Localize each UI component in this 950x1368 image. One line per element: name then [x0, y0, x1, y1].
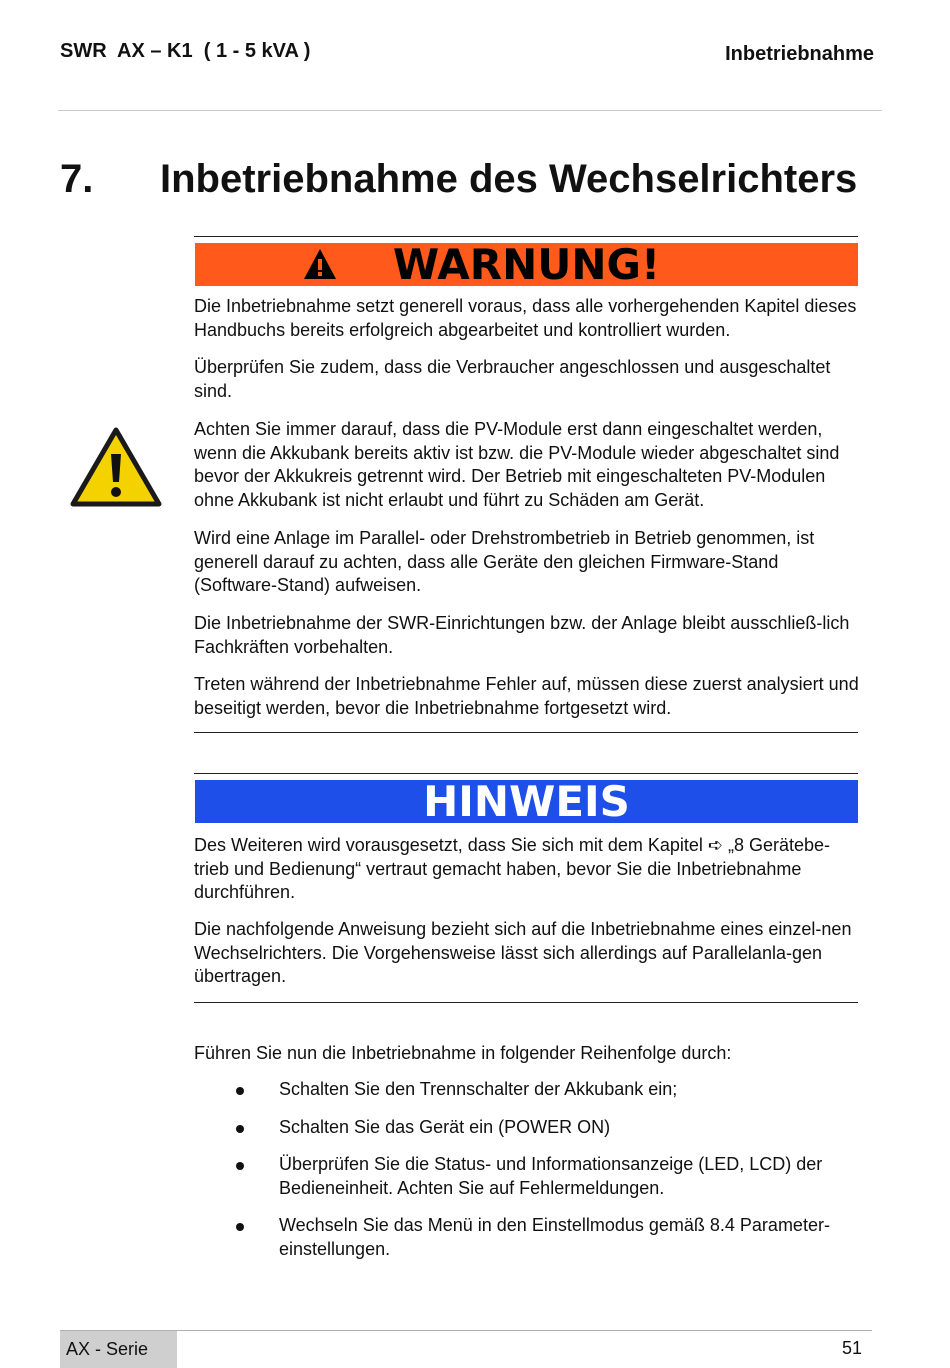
bullet-icon [236, 1125, 244, 1133]
warning-label: WARNUNG! [392, 240, 661, 289]
chapter-heading [60, 155, 857, 203]
list-item [194, 1078, 862, 1102]
bullet-icon [236, 1162, 244, 1170]
list-item [194, 1116, 862, 1140]
warning-banner [195, 240, 858, 289]
warning-paragraph: Achten Sie immer darauf, dass die PV-Module erst dann eingeschaltet werden, wenn die Akkubank bereits aktiv ist bzw. die PV-Module wieder abgeschaltet sind bevor der Akkukreis getrennt wird. Der Betrieb mit eingeschalteten PV-Modulen ohne Akkubank ist nicht erlaubt und führt zu Schäden am Gerät. [194, 419, 840, 510]
warning-paragraph: Überprüfen Sie zudem, dass die Verbraucher angeschlossen und ausgeschaltet sind. [194, 357, 831, 401]
list-item [194, 1214, 862, 1261]
chapter-number: 7. [60, 157, 94, 201]
page-number: 51 [841, 1338, 862, 1358]
procedure-steps [194, 1078, 862, 1275]
bullet-icon [236, 1223, 244, 1231]
warning-top-rule [194, 236, 858, 237]
caution-sign-icon [70, 426, 162, 508]
footer-series: AX - Serie [60, 1331, 177, 1368]
warning-paragraph: Die Inbetriebnahme setzt generell voraus, dass alle vorhergehenden Kapitel dieses Handbuchs bereits erfolgreich abgearbeitet und kontrolliert wurden. [194, 296, 857, 340]
header-title: SWR AX – K1 ( 1 - 5 kVA ) [60, 40, 311, 62]
warning-paragraph: Die Inbetriebnahme der SWR-Einrichtungen bzw. der Anlage bleibt ausschließ-lich Fachkräften vorbehalten. [194, 613, 850, 657]
step-text: Überprüfen Sie die Status- und Informationsanzeige (LED, LCD) der Bedieneinheit. Achten Sie auf Fehlermeldungen. [279, 1154, 823, 1198]
warning-paragraph: Wird eine Anlage im Parallel- oder Drehstrombetrieb in Betrieb genommen, ist generell darauf zu achten, dass alle Geräte den gleichen Firmware-Stand (Software-Stand) aufweisen. [194, 528, 815, 595]
chapter-title: Inbetriebnahme des Wechselrichters [160, 157, 858, 201]
header-section: Inbetriebnahme [725, 43, 874, 65]
warning-triangle-icon [303, 248, 337, 280]
header-divider [58, 110, 882, 111]
notice-paragraph: Die nachfolgende Anweisung bezieht sich auf die Inbetriebnahme eines einzel-nen Wechselrichters. Die Vorgehensweise lässt sich allerdings auf Parallelanla-gen übertragen. [194, 919, 852, 986]
footer-divider [60, 1330, 872, 1331]
bullet-icon [236, 1087, 244, 1095]
list-item [194, 1153, 862, 1200]
notice-label: HINWEIS [423, 777, 630, 826]
step-text: Wechseln Sie das Menü in den Einstellmodus gemäß 8.4 Parameter-einstellungen. [279, 1215, 830, 1259]
step-text: Schalten Sie den Trennschalter der Akkubank ein; [279, 1079, 678, 1099]
notice-paragraph: Des Weiteren wird vorausgesetzt, dass Sie sich mit dem Kapitel ➪ „8 Gerätebe-trieb und Bedienung“ vertraut gemacht haben, bevor Sie die Inbetriebnahme durchführen. [194, 835, 831, 902]
warning-bottom-rule [194, 732, 858, 733]
notice-top-rule [194, 773, 858, 774]
warning-paragraph: Treten während der Inbetriebnahme Fehler auf, müssen diese zuerst analysiert und beseitigt werden, bevor die Inbetriebnahme fortgesetzt wird. [194, 674, 859, 718]
step-text: Schalten Sie das Gerät ein (POWER ON) [279, 1116, 611, 1137]
procedure-intro: Führen Sie nun die Inbetriebnahme in folgender Reihenfolge durch: [194, 1043, 732, 1063]
notice-banner [195, 777, 858, 826]
notice-bottom-rule [194, 1002, 858, 1003]
